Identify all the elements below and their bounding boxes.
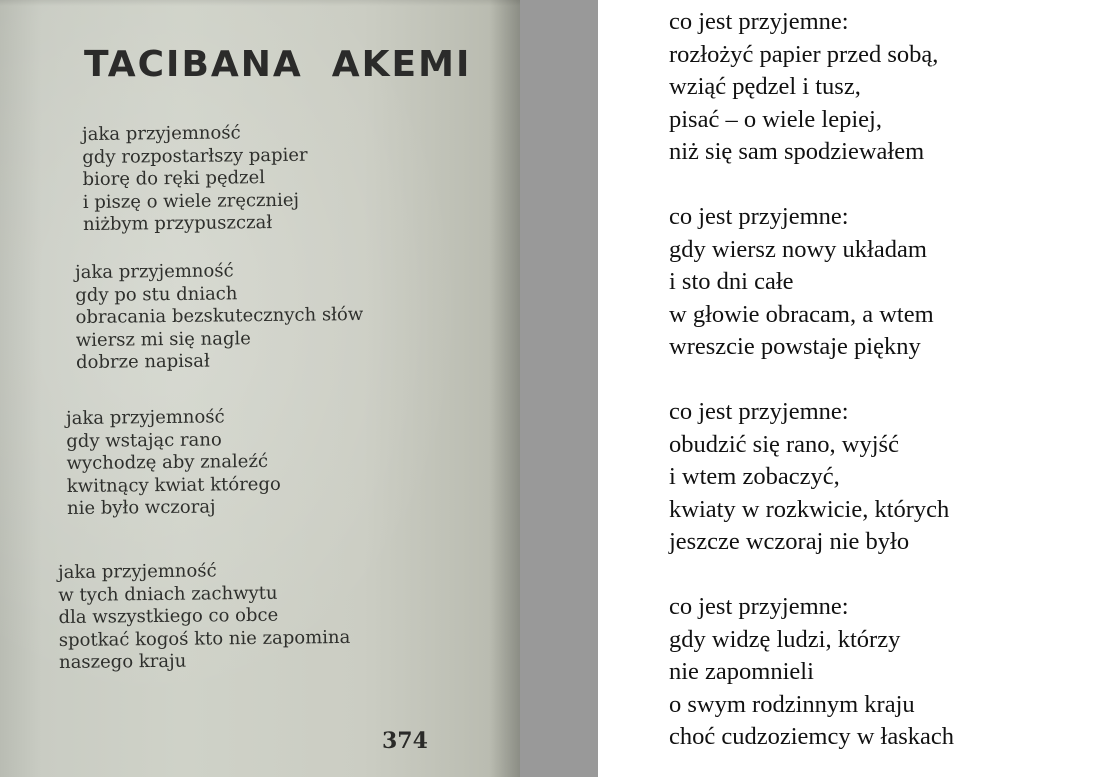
- translation-line: obudzić się rano, wyjść: [669, 430, 899, 458]
- book-line: gdy rozpostarłszy papier: [82, 144, 308, 168]
- book-line: w tych dniach zachwytu: [58, 582, 278, 606]
- book-line: jaka przyjemność: [66, 406, 225, 429]
- translation-line: co jest przyjemne:: [669, 8, 849, 35]
- book-stanza-1: [82, 122, 308, 237]
- book-line: jaka przyjemność: [82, 122, 241, 145]
- book-line: jaka przyjemność: [75, 260, 234, 283]
- translation-line: gdy wiersz nowy układam: [669, 235, 927, 263]
- translation-line: rozłożyć papier przed sobą,: [669, 40, 939, 68]
- translation-line: wziąć pędzel i tusz,: [669, 73, 861, 101]
- book-line: i piszę o wiele zręczniej: [82, 189, 300, 213]
- translation-line: jeszcze wczoraj nie było: [669, 528, 910, 556]
- book-line: spotkać kogoś kto nie zapomina: [58, 626, 351, 651]
- translation-stanza-2: [669, 201, 1099, 364]
- translation-line: choć cudzoziemcy w łaskach: [669, 723, 955, 751]
- translation-stanza-1: [669, 6, 1099, 169]
- book-line: wiersz mi się nagle: [75, 327, 251, 351]
- translation-line: co jest przyjemne:: [669, 592, 849, 620]
- book-line: nie było wczoraj: [66, 496, 216, 520]
- translation-line: w głowie obracam, a wtem: [669, 300, 934, 328]
- book-line: niżbym przypuszczał: [82, 212, 273, 236]
- translation-stanza-4: [669, 591, 1099, 754]
- translation-line: niż się sam spodziewałem: [669, 138, 925, 166]
- book-line: naszego kraju: [58, 651, 187, 674]
- translation-line: wreszcie powstaje piękny: [669, 333, 921, 361]
- book-line: gdy po stu dniach: [75, 282, 238, 306]
- book-stanza-2: [75, 259, 364, 375]
- translation-line: pisać – o wiele lepiej,: [669, 105, 882, 133]
- scanned-book-page: [0, 0, 520, 777]
- page-number: 374: [382, 728, 428, 754]
- translation-line: i wtem zobaczyć,: [669, 463, 840, 491]
- translation-line: o swym rodzinnym kraju: [669, 690, 915, 718]
- book-stanza-4: [58, 559, 351, 675]
- translation-line: gdy widzę ludzi, którzy: [669, 625, 901, 653]
- book-line: dla wszystkiego co obce: [58, 604, 279, 629]
- book-line: biorę do ręki pędzel: [82, 167, 266, 191]
- translation-stanza-3: [669, 396, 1099, 559]
- book-line: kwitnący kwiat którego: [66, 473, 281, 497]
- book-stanza-3: [66, 406, 281, 521]
- translation-line: nie zapomnieli: [669, 658, 814, 686]
- page-edge-shadow: [0, 0, 520, 6]
- gutter-divider: [520, 0, 598, 777]
- translation-line: kwiaty w rozkwicie, których: [669, 495, 950, 523]
- translation-line: co jest przyjemne:: [669, 397, 849, 425]
- book-line: obracania bezskutecznych słów: [75, 304, 364, 329]
- book-line: jaka przyjemność: [58, 560, 217, 583]
- translation-line: co jest przyjemne:: [669, 202, 849, 230]
- poem-author-title: TACIBANA AKEMI: [84, 44, 472, 85]
- translation-line: i sto dni całe: [669, 268, 794, 296]
- book-line: wychodzę aby znaleźć: [66, 451, 269, 475]
- book-line: gdy wstając rano: [66, 428, 222, 452]
- translation-text: [669, 6, 1099, 777]
- book-line: dobrze napisał: [75, 350, 210, 374]
